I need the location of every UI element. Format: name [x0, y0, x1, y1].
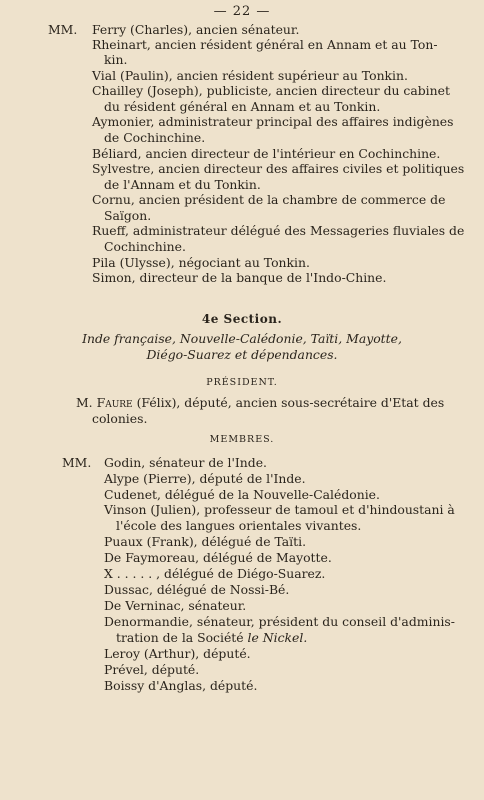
president-line — [76, 395, 444, 410]
member-line: Cudenet, délégué de la Nouvelle-Calédonie. — [104, 487, 380, 502]
member-line: Simon, directeur de la banque de l'Indo-Chine. — [92, 270, 387, 285]
president-details: (Félix), député, ancien sous-secrétaire d'Etat des — [132, 395, 445, 410]
member-line: Rheinart, ancien résident général en Annam et au Ton- — [92, 37, 438, 52]
member-line: Prével, député. — [104, 662, 200, 677]
president-line-2: colonies. — [92, 411, 148, 426]
mm-prefix: MM. — [62, 455, 92, 470]
member-line: X . . . . . , délégué de Diégo-Suarez. — [104, 566, 326, 581]
president-name: Faure — [96, 395, 133, 410]
member-line: Rueff, administrateur délégué des Messageries fluviales de — [92, 223, 465, 238]
member-line: De Faymoreau, délégué de Mayotte. — [104, 550, 332, 565]
member-line-text: tration de la Société — [116, 630, 248, 645]
page-number: — 22 — — [213, 4, 271, 19]
member-line: Vial (Paulin), ancien résident supérieur au Tonkin. — [92, 68, 408, 83]
member-line: l'école des langues orientales vivantes. — [116, 518, 362, 533]
member-line: Boissy d'Anglas, député. — [104, 678, 258, 693]
member-line: du résident général en Annam et au Tonkin. — [104, 99, 381, 114]
member-line: Vinson (Julien), professeur de tamoul et d'hindoustani à — [104, 502, 455, 517]
member-line: Cochinchine. — [104, 239, 186, 254]
member-line: Sylvestre, ancien directeur des affaires civiles et politiques — [92, 161, 465, 176]
section-subtitle-line: Diégo-Suarez et dépendances. — [146, 347, 338, 362]
members-label: MEMBRES. — [209, 434, 275, 445]
member-line: de Cochinchine. — [104, 130, 206, 145]
member-line: Alype (Pierre), député de l'Inde. — [104, 471, 306, 486]
member-line: Ferry (Charles), ancien sénateur. — [92, 22, 300, 37]
member-line: Chailley (Joseph), publiciste, ancien directeur du cabinet — [92, 83, 450, 98]
member-line: Cornu, ancien président de la chambre de commerce de — [92, 192, 446, 207]
member-line: De Verninac, sénateur. — [104, 598, 247, 613]
member-line: Saïgon. — [104, 208, 152, 223]
company-name: le Nickel. — [247, 630, 308, 645]
president-prefix: M. — [76, 395, 93, 410]
member-line: de l'Annam et du Tonkin. — [104, 177, 261, 192]
member-line: kin. — [104, 52, 128, 67]
member-line: Leroy (Arthur), député. — [104, 646, 251, 661]
member-line: Pila (Ulysse), négociant au Tonkin. — [92, 255, 310, 270]
president-label: PRÉSIDENT. — [206, 377, 278, 388]
section-title: 4e Section. — [201, 312, 283, 326]
member-line: Denormandie, sénateur, président du conseil d'adminis- — [104, 614, 455, 629]
member-line: Dussac, délégué de Nossi-Bé. — [104, 582, 290, 597]
mm-prefix: MM. — [48, 22, 78, 37]
member-line — [116, 630, 307, 645]
member-line: Béliard, ancien directeur de l'intérieur en Cochinchine. — [92, 146, 441, 161]
section-subtitle-line: Inde française, Nouvelle-Calédonie, Taïti, Mayotte, — [82, 331, 402, 346]
member-line: Puaux (Frank), délégué de Taïti. — [104, 534, 307, 549]
member-line: Aymonier, administrateur principal des affaires indigènes — [92, 114, 454, 129]
member-line: Godin, sénateur de l'Inde. — [104, 455, 267, 470]
